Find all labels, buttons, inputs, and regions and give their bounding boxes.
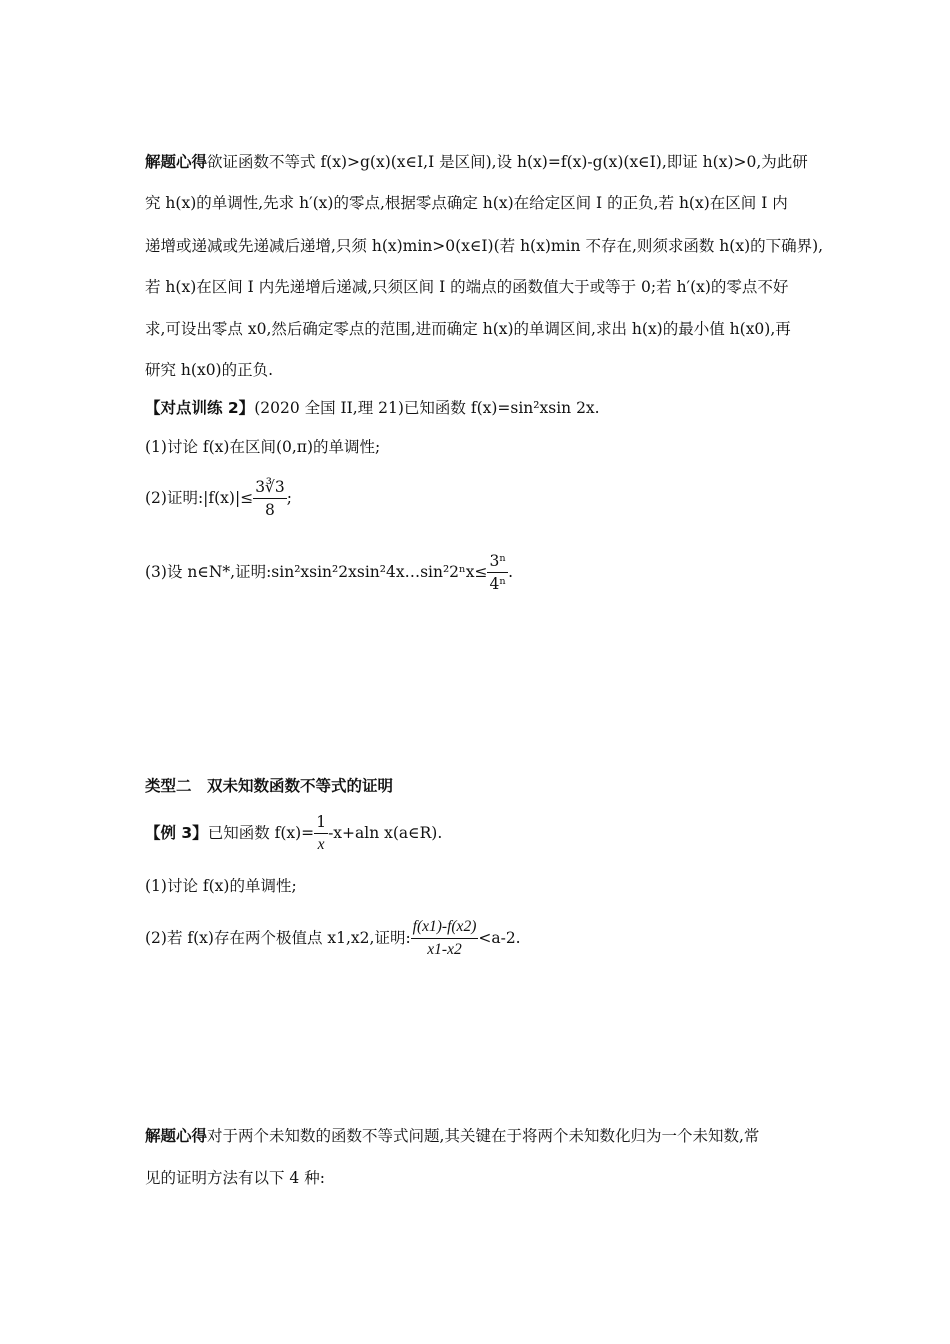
tips2-line-2: 见的证明方法有以下 4 种: (145, 1169, 325, 1187)
exercise2-stem: 【对点训练 2】(2020 全国 II,理 21)已知函数 f(x)=sin²xsin 2x. (145, 399, 600, 417)
exercise2-label: 【对点训练 2】 (145, 399, 255, 417)
exercise2-question-1: (1)讨论 f(x)在区间(0,π)的单调性; (145, 438, 381, 456)
example3-label: 【例 3】 (145, 824, 208, 842)
tips2-line-1: 解题心得对于两个未知数的函数不等式问题,其关键在于将两个未知数化归为一个未知数,常 (145, 1127, 760, 1145)
tips1-line-1: 解题心得欲证函数不等式 f(x)>g(x)(x∈I,I 是区间),设 h(x)=f(x)-g(x)(x∈I),即证 h(x)>0,为此研 (145, 153, 808, 171)
tips2-label: 解题心得 (145, 1127, 208, 1145)
exercise2-question-3: (3)设 n∈N*,证明:sin²xsin²2xsin²4x…sin²2ⁿx≤ $\frac{\text{3ⁿ}}{\text{4ⁿ}}$ . (145, 551, 513, 593)
example3-question-1: (1)讨论 f(x)的单调性; (145, 877, 297, 895)
fraction: $\frac{3∛3}{8}$ (255, 477, 285, 519)
tips1-line-3: 递增或递减或先递减后递增,只须 h(x)min>0(x∈I)(若 h(x)min 不存在,则须求函数 h(x)的下确界), (145, 237, 824, 255)
exercise2-question-2: (2)证明:|f(x)|≤ $\frac{3∛3}{8}$ ; (145, 477, 293, 519)
tips1-line-5: 求,可设出零点 x0,然后确定零点的范围,进而确定 h(x)的单调区间,求出 h(x)的最小值 h(x0),再 (145, 320, 791, 338)
tips1-line-4: 若 h(x)在区间 I 内先递增后递减,只须区间 I 的端点的函数值大于或等于 0;若 h′(x)的零点不好 (145, 278, 789, 296)
tips1-label: 解题心得 (145, 153, 208, 171)
tips1-line-2: 究 h(x)的单调性,先求 h′(x)的零点,根据零点确定 h(x)在给定区间 I 的正负,若 h(x)在区间 I 内 (145, 194, 788, 212)
section-title: 类型二 双未知数函数不等式的证明 (145, 777, 394, 795)
fraction: $\frac{f(x1)-f(x2)}{x1-x2}$ (412, 917, 477, 958)
example3-stem: 【例 3】已知函数 f(x)= $\frac{1}{x}$ -x+aln x(a∈R). (145, 810, 442, 857)
tips1-line-6: 研究 h(x0)的正负. (145, 361, 274, 379)
fraction: $\frac{\text{3ⁿ}}{\text{4ⁿ}}$ (489, 551, 507, 593)
example3-question-2: (2)若 f(x)存在两个极值点 x1,x2,证明: $\frac{f(x1)-f(x2)}{x1-x2}$ <a-2. (145, 915, 521, 962)
fraction: $\frac{1}{x}$ (316, 812, 327, 853)
